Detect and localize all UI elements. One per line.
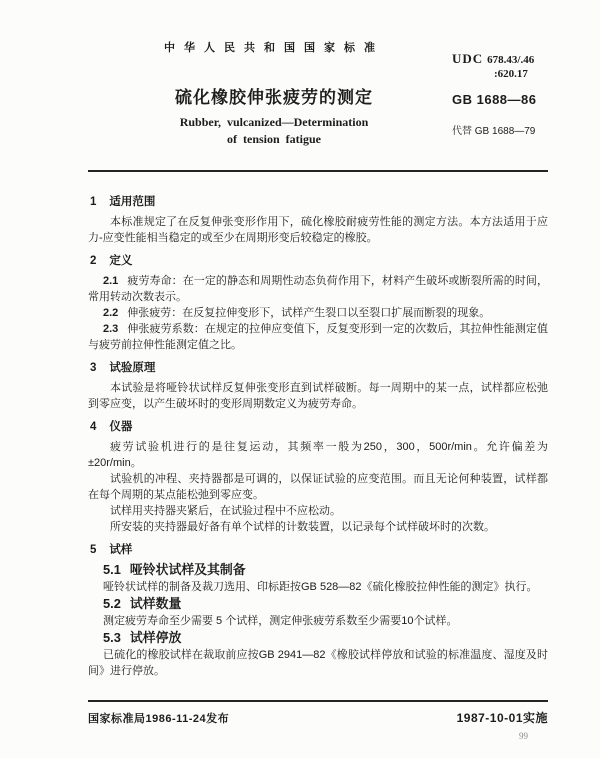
subsection-5-2-paragraph: 测定疲劳寿命至少需要 5 个试样，测定伸张疲劳系数至少需要10个试样。 [103, 615, 458, 627]
header-divider-rule [88, 170, 548, 172]
section-heading-2: 2 定义 [90, 255, 133, 267]
definition-2-3: 2.3 伸张疲劳系数：在规定的拉伸应变值下，反复变形到一定的次数后，其拉伸性能测定值与疲劳前拉伸性能测定值之比。 [88, 323, 548, 351]
subsection-heading-5-3: 5.3 试样停放 [103, 630, 182, 645]
udc-classification [452, 50, 582, 68]
section-4-paragraph-3: 试样用夹持器夹紧后，在试验过程中不应松动。 [110, 505, 341, 517]
subsection-5-1-paragraph: 哑铃状试样的制备及裁刀选用、印标距按GB 528—82《硫化橡胶拉伸性能的测定》执行。 [103, 581, 538, 593]
section-1-paragraph: 本标准规定了在反复伸张变形作用下，硫化橡胶耐疲劳性能的测定方法。本方法适用于应力-应变性能相当稳定的或至少在周期形变后较稳定的橡胶。 [88, 216, 548, 244]
section-heading-4: 4 仪器 [90, 421, 133, 433]
standard-number: GB 1688—86 [452, 92, 537, 107]
udc-code-secondary: :620.17 [494, 68, 528, 80]
standard-codes-block [452, 50, 582, 137]
udc-label: UDC [452, 51, 484, 66]
section-heading-3: 3 试验原理 [90, 362, 156, 374]
issued-date: 国家标准局1986-11-24发布 [88, 713, 230, 725]
national-standard-label: 中华人民共和国国家标准 [164, 42, 384, 54]
section-4-paragraph-1: 疲劳试验机进行的是往复运动，其频率一般为250，300，500r/min。允许偏差为±20r/min。 [88, 441, 548, 469]
subsection-heading-5-1: 5.1 哑铃状试样及其制备 [103, 562, 246, 577]
replaces-standard: 代替 GB 1688—79 [452, 126, 536, 137]
document-title-en-line2: of tension fatigue [227, 132, 321, 146]
document-footer [88, 700, 548, 726]
page-number: 99 [519, 731, 528, 741]
udc-code: 678.43/.46 [487, 54, 535, 66]
document-title-en [88, 114, 460, 148]
definition-2-2: 2.2 伸张疲劳：在反复拉伸变形下，试样产生裂口以至裂口扩展而断裂的现象。 [103, 307, 491, 319]
document-title-en-line1: Rubber, vulcanized—Determination [179, 115, 369, 129]
section-4-paragraph-2: 试验机的冲程、夹持器都是可调的，以保证试验的应变范围。而且无论何种装置，试样都在每个周期的某点能松弛到零应变。 [88, 473, 548, 501]
section-4-paragraph-4: 所安装的夹持器最好备有单个试样的计数装置，以记录每个试样破坏时的次数。 [110, 521, 495, 533]
document-title-zh: 硫化橡胶伸张疲劳的测定 [175, 88, 373, 107]
section-3-paragraph: 本试验是将哑铃状试样反复伸张变形直到试样破断。每一周期中的某一点，试样都应松弛到零应变，以产生破坏时的变形周期数定义为疲劳寿命。 [88, 382, 548, 410]
subsection-5-3-paragraph: 已硫化的橡胶试样在裁取前应按GB 2941—82《橡胶试样停放和试验的标准温度、湿度及时间》进行停放。 [88, 649, 548, 677]
document-body [88, 170, 548, 679]
section-heading-5: 5 试样 [90, 544, 133, 556]
section-heading-1: 1 适用范围 [90, 196, 156, 208]
subsection-heading-5-2: 5.2 试样数量 [103, 596, 182, 611]
definition-2-1: 2.1 疲劳寿命：在一定的静态和周期性动态负荷作用下，材料产生破坏或断裂所需的时间，常用转动次数表示。 [88, 275, 548, 303]
implementation-date: 1987-10-01实施 [456, 711, 548, 725]
document-header [0, 0, 600, 170]
